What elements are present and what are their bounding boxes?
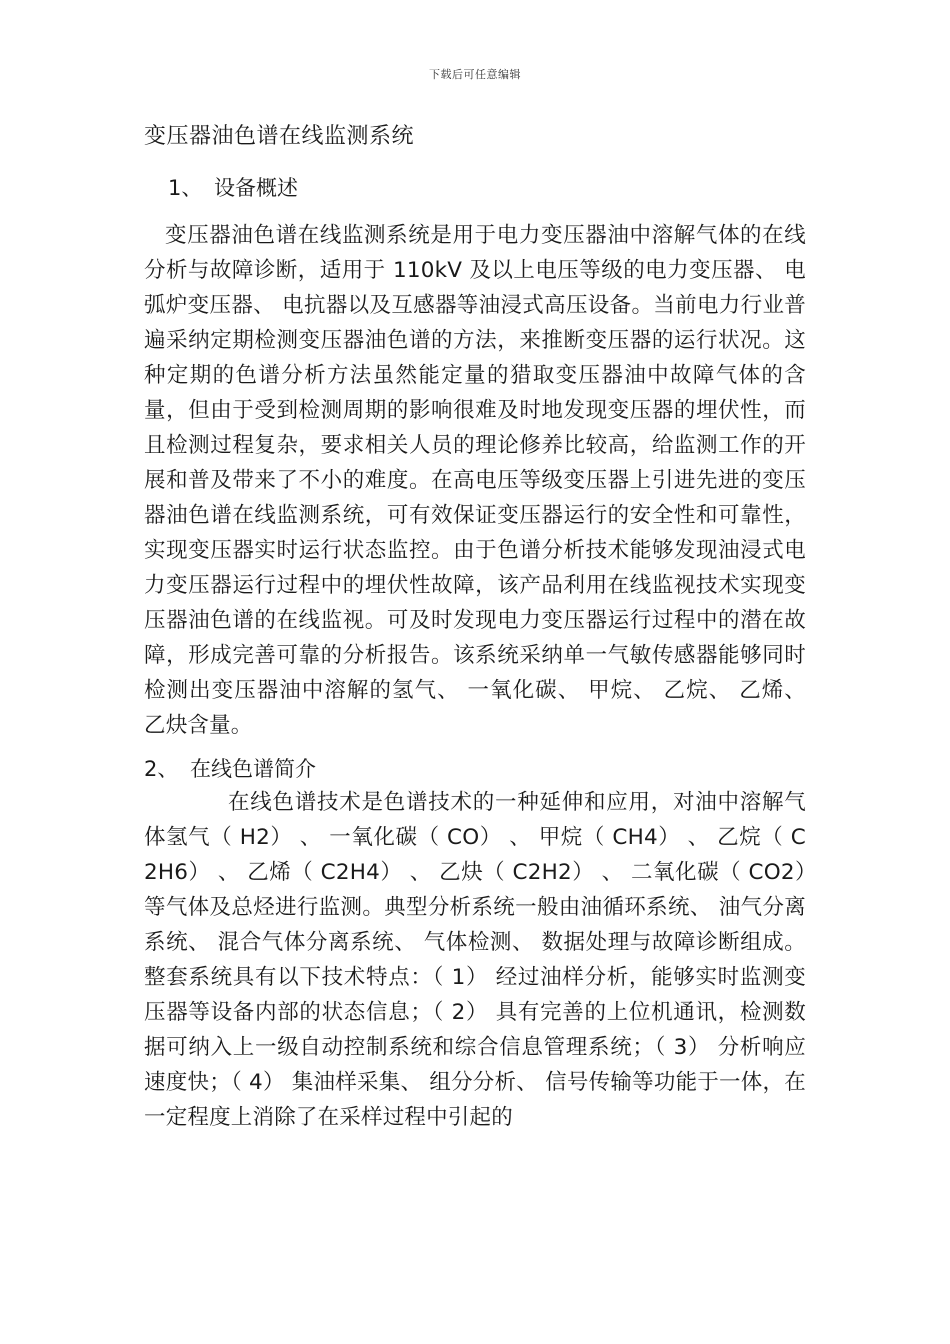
section-overview xyxy=(144,172,806,743)
section-paragraph: 在线色谱技术是色谱技术的一种延伸和应用，对油中溶解气体氢气（ H2） 、 一氧化碳（ CO） 、 甲烷（ CH4） 、 乙烷（ C2H6） 、 乙烯（ C2H4） 、 乙炔（ C2H2） 、 二氧化碳（ CO2）等气体及总烃进行监测。典型分析系统一般由油循环系统、 油气分离系统、 混合气体分离系统、 气体检测、 数据处理与故障诊断组成。整套系统具有以下技术特点：（ 1） 经过油样分析，能够实时监测变压器等设备内部的状态信息；（ 2） 具有完善的上位机通讯，检测数据可纳入上一级自动控制系统和综合信息管理系统；（ 3） 分析响应速度快；（ 4） 集油样采集、 组分分析、 信号传输等功能于一体，在一定程度上消除了在采样过程中引起的 xyxy=(144,790,806,1130)
header-note: 下载后可任意编辑 xyxy=(429,68,521,81)
document-title: 变压器油色谱在线监测系统 xyxy=(144,124,415,149)
section-heading xyxy=(144,753,806,785)
section-title: 设备概述 xyxy=(214,176,298,200)
section-heading xyxy=(144,172,806,204)
document-body xyxy=(144,120,806,1135)
section-online-chromatography xyxy=(144,753,806,1135)
section-title: 在线色谱简介 xyxy=(190,757,316,781)
section-number: 2、 xyxy=(144,757,179,781)
section-paragraph: 变压器油色谱在线监测系统是用于电力变压器油中溶解气体的在线分析与故障诊断，适用于 110kV 及以上电压等级的电力变压器、 电弧炉变压器、 电抗器以及互感器等油浸式高压设备。当前电力行业普遍采纳定期检测变压器油色谱的方法，来推断变压器的运行状况。这种定期的色谱分析方法虽然能定量的猎取变压器油中故障气体的含量，但由于受到检测周期的影响很难及时地发现变压器的埋伏性，而且检测过程复杂，要求相关人员的理论修养比较高，给监测工作的开展和普及带来了不小的难度。在高电压等级变压器上引进先进的变压器油色谱在线监测系统，可有效保证变压器运行的安全性和可靠性，实现变压器实时运行状态监控。由于色谱分析技术能够发现油浸式电力变压器运行过程中的埋伏性故障，该产品利用在线监视技术实现变压器油色谱的在线监视。可及时发现电力变压器运行过程中的潜在故障，形成完善可靠的分析报告。该系统采纳单一气敏传感器能够同时检测出变压器油中溶解的氢气、 一氧化碳、 甲烷、 乙烷、 乙烯、 乙炔含量。 xyxy=(144,223,806,738)
section-number: 1、 xyxy=(168,176,203,200)
